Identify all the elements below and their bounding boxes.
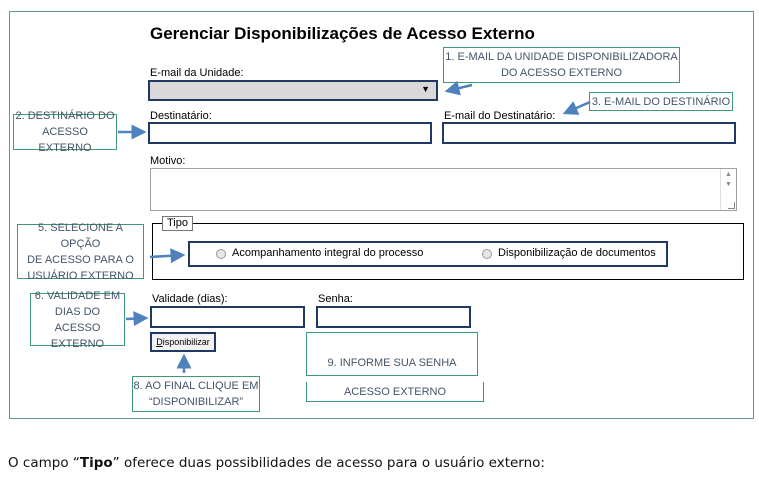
callout-email-destinatario	[589, 92, 733, 111]
email-unidade-select[interactable]	[148, 80, 438, 101]
radio-documentos[interactable]	[482, 249, 492, 259]
callout-text: USUÁRIO EXTERNO	[27, 269, 134, 282]
callout-text: “DISPONIBILIZAR”	[148, 396, 244, 408]
callout-validade	[30, 289, 125, 350]
scroll-down-icon[interactable]: ▼	[725, 181, 732, 188]
validade-label: Validade (dias):	[152, 293, 228, 305]
resize-grip-icon[interactable]	[728, 202, 735, 209]
callout-text: 5. SELECIONE A OPÇÃO	[38, 221, 123, 250]
callout-tipo	[17, 221, 144, 282]
radio-documentos-label[interactable]: Disponibilização de documentos	[498, 247, 656, 259]
callout-disponibilizar	[132, 376, 260, 412]
button-accesskey-letter: D	[156, 337, 163, 347]
callout-senha-sub	[306, 382, 484, 402]
senha-label: Senha:	[318, 293, 353, 305]
button-label: isponibilizar	[162, 337, 210, 347]
tipo-legend: Tipo	[162, 216, 193, 231]
callout-text: EXTERNO	[50, 337, 105, 350]
callout-text: 6. VALIDADE EM	[34, 289, 121, 302]
email-destinatario-input[interactable]	[442, 122, 736, 144]
disponibilizar-button[interactable]	[150, 332, 216, 352]
callout-text: 3. E-MAIL DO DESTINÁRIO	[591, 95, 731, 108]
callout-destinatario	[13, 110, 117, 154]
destinatario-input[interactable]	[148, 122, 432, 144]
callout-text: ACESSO EXTERNO	[343, 385, 447, 398]
callout-senha	[306, 332, 478, 376]
callout-text: DE ACESSO PARA O	[27, 253, 134, 266]
callout-text: 8. AO FINAL CLIQUE EM	[133, 380, 259, 392]
page-title: Gerenciar Disponibilizações de Acesso Externo	[150, 24, 535, 43]
destinatario-label: Destinatário:	[150, 110, 212, 122]
footer-text	[8, 455, 545, 471]
callout-text: DO ACESSO EXTERNO	[500, 67, 622, 79]
callout-text: 2. DESTINÁRIO DO	[15, 110, 115, 122]
email-destinatario-label: E-mail do Destinatário:	[444, 110, 556, 122]
footer-bold: Tipo	[79, 455, 113, 471]
scroll-up-icon[interactable]: ▲	[725, 171, 732, 178]
motivo-label: Motivo:	[150, 155, 186, 167]
callout-text: 1. E-MAIL DA UNIDADE DISPONIBILIZADORA	[445, 51, 678, 63]
senha-input[interactable]	[316, 306, 471, 328]
chevron-down-icon: ▼	[421, 84, 430, 94]
callout-text: 9. INFORME SUA SENHA	[327, 357, 457, 369]
email-unidade-label: E-mail da Unidade:	[150, 67, 244, 79]
callout-text: DIAS DO ACESSO	[54, 305, 101, 334]
callout-text: ACESSO EXTERNO	[38, 126, 92, 154]
radio-integral-label[interactable]: Acompanhamento integral do processo	[232, 247, 424, 259]
callout-email-unidade	[443, 47, 680, 83]
motivo-textarea[interactable]	[150, 168, 737, 211]
radio-integral[interactable]	[216, 249, 226, 259]
validade-input[interactable]	[150, 306, 305, 328]
footer-prefix: O campo “	[8, 455, 80, 471]
footer-suffix: ” oferece duas possibilidades de acesso para o usuário externo:	[112, 455, 545, 471]
tipo-radio-group	[188, 241, 668, 267]
